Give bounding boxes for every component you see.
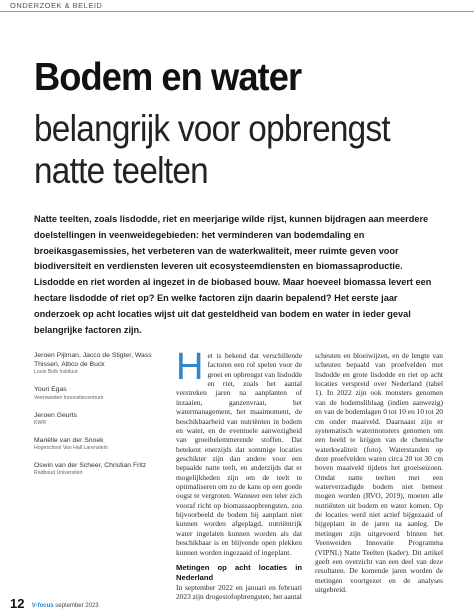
body-paragraph: In september 2022 en januari en februari 2023 zijn drogestofopbrengsten, het aantal xyxy=(176,583,302,602)
author-affiliation: Louis Bolk Instituut xyxy=(34,369,78,376)
article-title: Bodem en water xyxy=(34,56,302,99)
body-paragraph: scheuten en bloeiwijzen, en de lengte van scheuten bepaald van proefvelden met lisdodde en grote lisdodde en riet op acht locaties verspreid over Nederland (tabel 1). In 2022 zijn ook monsters genomen van de bodemslibla​ag (indien aanwezig) en van de bodemlagen 0 tot 10 en 10 tot 20 cm onder maaiveld. Daarnaast zijn er systematisch watermonsters genomen om een beeld te krijgen van de chemische waterkwaliteit (foto). Waterstanden op deze proefvelden waren circa 20 tot 30 cm boven maaiveld tijdens het groeiseizoen. Omdat natte teelten met een waterverzadigde bodem niet bemest mogen worden (RVO, 2019), moeten alle nutriënten uit bodem en water komen. Op de locaties werd niet actief bijgezaaid of bijgeplant in de jaren na aanleg. De metingen zijn uitgevoerd binnen het Veenweiden Innovatie Programma (VIPNL) Natte Teelten (kader). Dit artikel geeft een overzicht van een deel van deze resultaten. De komende jaren worden de metingen voortgezet en de analyses uitgebreid. xyxy=(315,351,443,594)
intro-paragraph: Natte teelten, zoals lisdodde, riet en meerjarige wilde rijst, kunnen bijdragen aan meerdere doelstellingen in veenweidegebieden: het verminderen van bodemdaling en broeikasgasemissies, het verbeteren van de waterkwaliteit, meer ruimte geven voor biodiversiteit en verdiensten leveren uit ecosysteemdiensten en biomassaproductie. Lisdodde en riet worden al ingezet in de biobased bouw. Maar hoeveel biomassa levert een hectare lisdodde of riet op? En welke factoren zijn daarin bepalend? Het eerste jaar onderzoek op acht locaties wijst uit dat gesteldheid van bodem en water in ieder geval belangrijke factoren zijn. xyxy=(34,214,432,335)
publication-brand: V-focus xyxy=(31,603,54,609)
author-entry xyxy=(34,461,166,477)
issue-date: september 2023 xyxy=(55,603,99,609)
author-entry xyxy=(34,436,166,452)
author-name: Jeroen Pijlman, Jacco de Stigter, Wass Thissen, Albco de Buck xyxy=(34,352,152,369)
subtitle-line-2: natte teelten xyxy=(34,149,208,191)
section-label: ONDERZOEK & BELEID xyxy=(10,1,103,10)
article-subtitle xyxy=(34,108,412,192)
author-list xyxy=(34,351,166,486)
author-affiliation: Veenweiden Innovatiecentrum xyxy=(34,394,104,401)
publication-info xyxy=(32,603,99,609)
author-affiliation: Radboud Universiteit xyxy=(34,470,83,477)
body-column-left xyxy=(176,346,302,602)
author-name: Jeroen Geurts xyxy=(34,411,78,419)
author-entry xyxy=(34,411,166,427)
author-name: Youri Egas xyxy=(34,386,67,394)
author-affiliation: Hogeschool Van Hall Larenstein xyxy=(34,444,108,451)
author-entry xyxy=(34,351,166,376)
drop-cap: H xyxy=(176,346,204,388)
subtitle-line-1: belangrijk voor opbrengst xyxy=(34,108,390,149)
section-header xyxy=(0,0,474,12)
author-entry xyxy=(34,385,166,401)
author-name: Oswin van der Scheer, Christian Fritz xyxy=(34,461,147,469)
author-name: Mariëlle van der Snoek xyxy=(34,436,104,444)
section-heading: Metingen op acht locaties in Nederland xyxy=(176,562,302,582)
author-affiliation: KWR xyxy=(34,419,47,426)
body-column-right xyxy=(315,351,443,594)
page-number: 12 xyxy=(10,596,25,610)
page-footer xyxy=(10,593,99,610)
body-paragraph: et is bekend dat verschillende factoren een rol spelen voor de groei en opbrengst van lisdodde en riet, zoals het aantal verstreken jaren na aanplanten of inzaaien, ganzenvraat, het watermanagement, het maaimoment, de beschikbaarheid van nutriënten in bodem en water, en de eventuele aanwezigheid van groeibelemmerende stoffen. Dat betekent enerzijds dat sommige locaties geschikter zijn dan andere voor een bepaalde natte teelt, en anderzijds dat er mogelijkheden zijn om de teelt te optimaliseren om zo de kans op een goede oogst te vergroten. Wanneer een teler zich vooraf richt op biomassaopbrengsten, zou bijvoorbeeld de bodem bij aanplant niet kunnen worden afgeplagd, nutriëntrijk water ingelaten kunnen worden als dat beschikbaar is en blijvende open plekken kunnen worden ingezaaid of ingeplant. xyxy=(176,351,302,557)
